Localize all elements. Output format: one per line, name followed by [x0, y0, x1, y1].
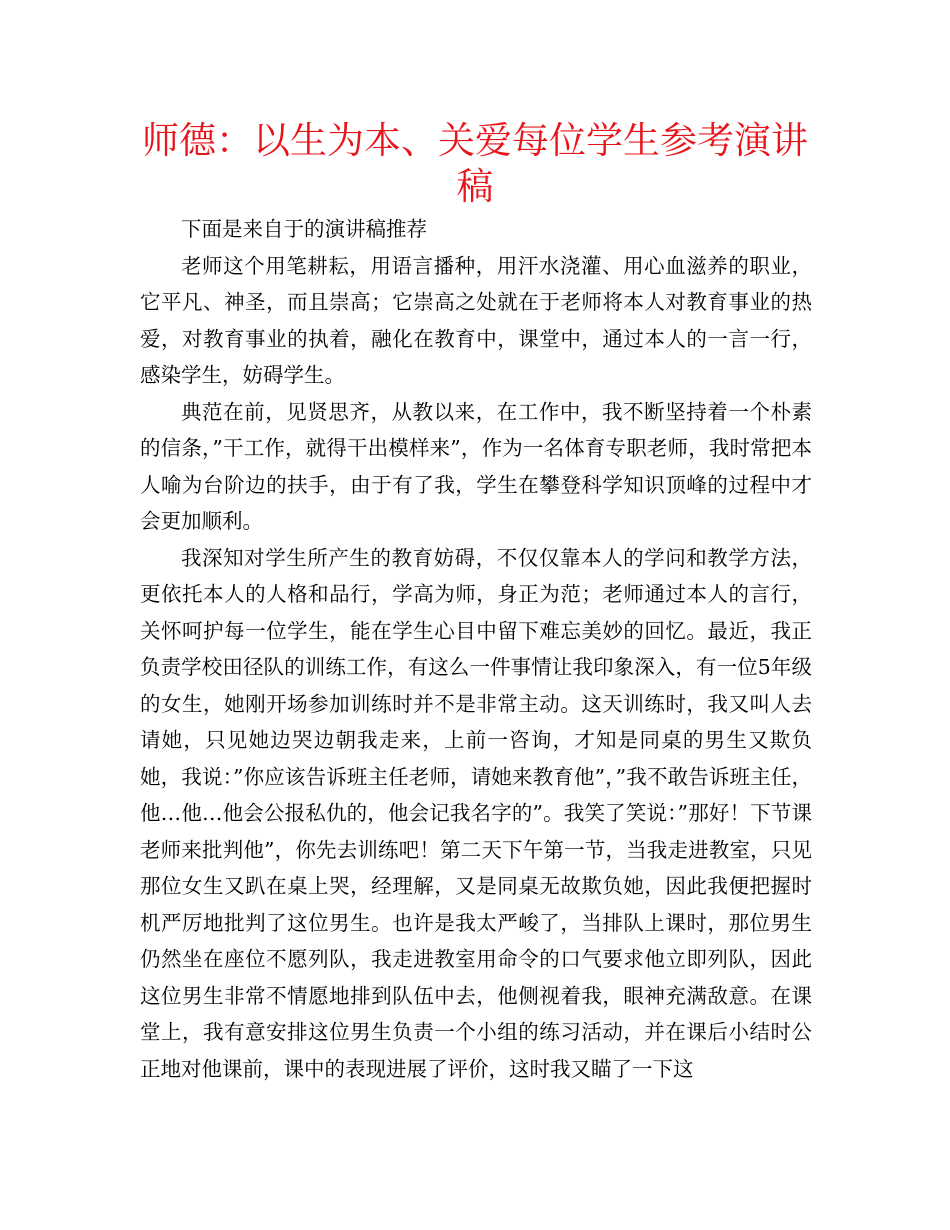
document-body — [140, 211, 812, 1087]
document-title: 师德：以生为本、关爱每位学生参考演讲稿 — [142, 119, 808, 208]
paragraph-1: 老师这个用笔耕耘，用语言播种，用汗水浇灌、用心血滋养的职业，它平凡、神圣，而且崇高；它崇高之处就在于老师将本人对教育事业的热爱，对教育事业的执着，融化在教育中，课堂中，通过本人的一言一行，感染学生，妨碍学生。 — [140, 253, 812, 387]
paragraph-intro: 下面是来自于的演讲稿推荐 — [181, 217, 427, 241]
paragraph-3: 我深知对学生所产生的教育妨碍，不仅仅靠本人的学问和教学方法，更依托本人的人格和品行，学高为师，身正为范；老师通过本人的言行，关怀呵护每一位学生，能在学生心目中留下难忘美妙的回忆。最近，我正负责学校田径队的训练工作，有这么一件事情让我印象深入，有一位5年级的女生，她刚开场参加训练时并不是非常主动。这天训练时，我又叫人去请她，只见她边哭边朝我走来，上前一咨询，才知是同桌的男生又欺负她，我说：”你应该告诉班主任老师，请她来教育他”，”我不敢告诉班主任，他…他…他会公报私仇的，他会记我名字的”。我笑了笑说：”那好！下节课老师来批判他”，你先去训练吧！第二天下午第一节，当我走进教室，只见那位女生又趴在桌上哭，经理解，又是同桌无故欺负她，因此我便把握时机严厉地批判了这位男生。也许是我太严峻了，当排队上课时，那位男生仍然坐在座位不愿列队，我走进教室用命令的口气要求他立即列队，因此这位男生非常不情愿地排到队伍中去，他侧视着我，眼神充满敌意。在课堂上，我有意安排这位男生负责一个小组的练习活动，并在课后小结时公正地对他课前，课中的表现进展了评价，这时我又瞄了一下这 — [140, 545, 812, 1081]
paragraph-2: 典范在前，见贤思齐，从教以来，在工作中，我不断坚持着一个朴素的信条，”干工作，就得干出模样来”，作为一名体育专职老师，我时常把本人喻为台阶边的扶手，由于有了我，学生在攀登科学知识顶峰的过程中才会更加顺利。 — [140, 399, 812, 533]
